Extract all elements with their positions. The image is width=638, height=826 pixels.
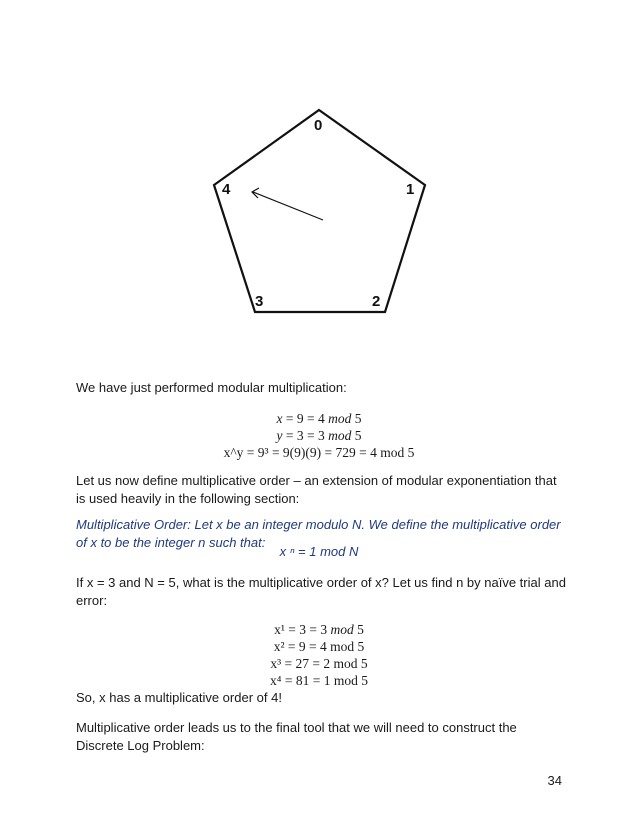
vertex-label-4: 4 <box>222 181 231 198</box>
power-2-equation: x² = 9 = 4 mod 5 <box>273 639 365 654</box>
equation-x: x = 9 = 4 mod 5 <box>276 411 362 426</box>
conclusion-paragraph: So, x has a multiplicative order of 4! <box>76 690 282 705</box>
final-paragraph: Multiplicative order leads us to the final tool that we will need to construct the Discrete Log Problem: <box>76 720 517 753</box>
page-number: 34 <box>547 773 562 788</box>
pentagon-clock-diagram <box>0 0 638 330</box>
definition-equation: x ⁿ = 1 mod N <box>279 544 359 559</box>
clock-hand <box>253 192 323 220</box>
vertex-label-1: 1 <box>406 181 415 198</box>
power-1-equation: x¹ = 3 = 3 mod 5 <box>274 622 364 637</box>
intro-paragraph: We have just performed modular multiplication: <box>76 380 347 395</box>
power-3-equation: x³ = 27 = 2 mod 5 <box>270 656 368 671</box>
equation-y: y = 3 = 3 mod 5 <box>276 428 362 443</box>
vertex-label-2: 2 <box>372 293 381 310</box>
vertex-label-3: 3 <box>255 293 264 310</box>
equation-x-pow-y: x^y = 9³ = 9(9)(9) = 729 = 4 mod 5 <box>223 445 415 460</box>
pentagon-outline <box>214 110 425 312</box>
vertex-label-0: 0 <box>314 117 323 134</box>
question-paragraph: If x = 3 and N = 5, what is the multiplicative order of x? Let us find n by naïve trial and error: <box>76 575 566 608</box>
definition-intro-paragraph: Let us now define multiplicative order – an extension of modular exponentiation that is used heavily in the following section: <box>76 473 557 506</box>
definition-text: Multiplicative Order: Let x be an integer modulo N. We define the multiplicative order of x to be the integer n such that: <box>76 517 561 550</box>
power-4-equation: x⁴ = 81 = 1 mod 5 <box>270 673 368 688</box>
